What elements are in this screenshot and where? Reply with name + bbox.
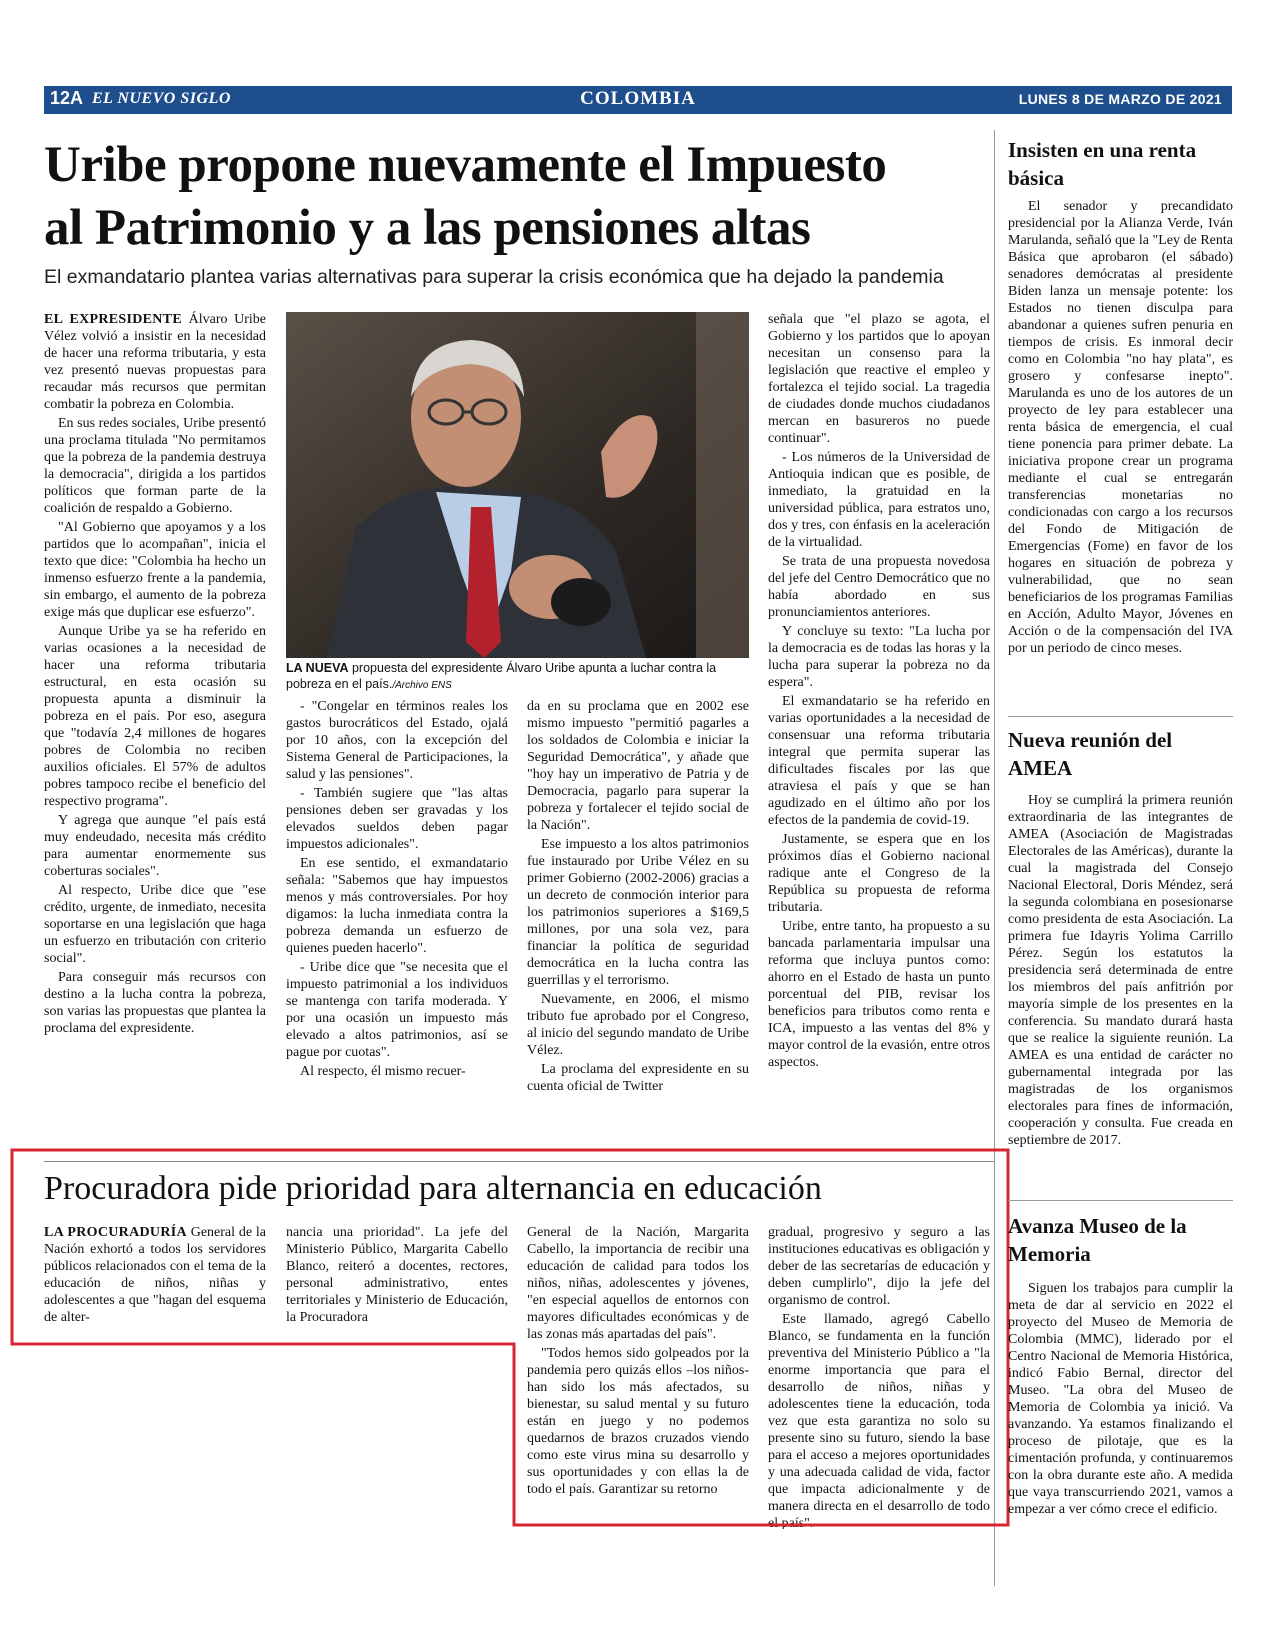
photo-illustration [286,312,749,658]
sidebar-body-2 [1008,792,1233,1192]
lead-kicker: LA PROCURADURÍA [44,1225,187,1240]
paragraph: - "Congelar en términos reales los gastos burocráticos del Estado, ojalá por 10 años, con la excepción del Sistema General de Participaciones, la salud y las pensiones". [286,699,508,782]
paragraph: gradual, progresivo y seguro a las instituciones educativas es obligación y deber de las secretarías de educación y deben cumplirlo", dijo la jefe del organismo de control. [768,1225,990,1308]
paragraph: nancia una prioridad". La jefe del Ministerio Público, Margarita Cabello Blanco, reiteró a docentes, rectores, personal administrativo, entes territoriales y Ministerio de Educación, la Procuradora [286,1225,508,1325]
paragraph: El exmandatario se ha referido en varias oportunidades a la necesidad de consensuar una reforma tributaria integral que permita superar las dificultades fiscales por las que atraviesa el país y que se han agudizado en el último año por los efectos de la pandemia de covid-19. [768,694,990,828]
main-headline [44,134,994,260]
paragraph: Para conseguir más recursos con destino a la lucha contra la pobreza, son varias las propuestas que plantea la proclama del expresidente. [44,970,266,1036]
sidebar-body-1 [1008,198,1233,710]
sidebar-title-2: Nueva reunión del AMEA [1008,728,1173,780]
sidebar-title-1: Insisten en una renta básica [1008,138,1197,190]
paragraph: Nuevamente, en 2006, el mismo tributo fue aprobado por el Congreso, al inicio del segundo mandato de Uribe Vélez. [527,992,749,1058]
paragraph: Y agrega que aunque "el país está muy endeudado, necesita más crédito para aumentar enormemente sus coberturas sociales". [44,813,266,879]
headline-line-1: Uribe propone nuevamente el Impuesto [44,137,887,193]
newspaper-name: EL NUEVO SIGLO [92,90,231,107]
paragraph: Uribe, entre tanto, ha propuesto a su bancada parlamentaria impulsar una reforma que incluya puntos como: ahorro en el Estado de hasta un punto porcentual del PIB, revisar los beneficios para tributos como renta e ICA, impuesto a las ventas del 8% y mayor control de la evasión, entre otros aspectos. [768,919,990,1070]
main-column-4 [768,311,990,1147]
issue-date: LUNES 8 DE MARZO DE 2021 [1018,91,1222,107]
photo-caption [286,660,749,694]
headline-line-2: al Patrimonio y a las pensiones altas [44,200,811,256]
paragraph: "Todos hemos sido golpeados por la pandemia pero quizás ellos –los niños- han sido los más afectados, su bienestar, su salud mental y su futuro están en juego y no podemos quedarnos de brazos cruzados viendo como este virus mina su desarrollo y sus oportunidades y con ellas la de todo el país. Garantizar su retorno [527,1346,749,1497]
paragraph: Al respecto, Uribe dice que "ese crédito, urgente, de inmediato, necesita soportarse en una legislación que haga un esfuerzo en tributación con criterio social". [44,883,266,966]
paragraph: - También sugiere que "las altas pensiones deben ser gravadas y los elevados sueldos deben pagar impuestos adicionales". [286,786,508,852]
paragraph: El senador y precandidato presidencial por la Alianza Verde, Iván Marulanda, señaló que la "Ley de Renta Básica que aprobaron (el sábado) senadores demócratas al presidente Biden lanza un mensaje potente: los Estados no tienen disculpa para abandonar a quienes sufren penuria en tiempos de crisis. Es inmoral decir como en Colombia "no hay plata", es grosero y confesarse inepto". Marulanda es uno de los autores de un proyecto de ley para establecer una renta básica de emergencia, el cual tiene ponencia para primer debate. La iniciativa propone crear un programa mediante el cual se entregarán transferencias monetarias no condicionadas con cargo a los recursos del Fondo de Mitigación de Emergencias (Fome) en favor de los hogares en situación de pobreza y vulnerabilidad, que no sean beneficiarios de los programas Familias en Acción, Adulto Mayor, Jóvenes en Acción o de la compensación del IVA por un periodo de cinco meses. [1008,199,1233,656]
paragraph: "Al Gobierno que apoyamos y a los partidos que lo acompañan", inicia el texto que dice: "Colombia ha hecho un inmenso esfuerzo frente a la pandemia, sin embargo, el aumento de la pobreza exige más que duplicar ese esfuerzo". [44,520,266,620]
paragraph: Justamente, se espera que en los próximos días el Gobierno nacional radique ante el Congreso de la República su propuesta de reforma tributaria. [768,832,990,915]
second-headline: Procuradora pide prioridad para alternancia en educación [44,1170,822,1207]
caption-kicker: LA NUEVA [286,661,349,675]
sidebar-divider [1008,716,1233,717]
paragraph: - Uribe dice que "se necesita que el impuesto patrimonial a los individuos se mantenga con tarifa moderada. Y por una ocasión un impuesto más elevado a altos patrimonios, así se pague por cuotas". [286,960,508,1060]
section-name: COLOMBIA [580,88,696,109]
main-column-1 [44,311,266,1147]
caption-text: propuesta del expresidente Álvaro Uribe apunta a luchar contra la pobreza en el país. [286,661,717,691]
paragraph-text: Álvaro Uribe Vélez volvió a insistir en la necesidad de hacer una reforma tributaria, y esta vez presentó nuevas propuestas para recaudar más recursos que permitan combatir la pobreza en Colombia. [44,312,266,412]
paragraph-text: General de la Nación exhortó a todos los servidores públicos relacionados con el tema de la educación de niños, niñas y adolescentes a que "hagan del esquema de alter- [44,1225,266,1325]
uribe-photo [286,312,749,658]
paragraph: - Los números de la Universidad de Antioquia indican que es posible, de inmediato, la gratuidad en la universidad pública, para estratos uno, dos y tres, con énfasis en la aceleración de la virtualidad. [768,450,990,550]
paragraph: Se trata de una propuesta novedosa del jefe del Centro Democrático que no había abordado en sus pronunciamientos anteriores. [768,554,990,620]
paragraph: Aunque Uribe ya se ha referido en varias ocasiones a la necesidad de hacer una reforma tributaria estructural, en esta ocasión su propuesta apunta a disminuir la pobreza en el país. Por eso, asegura que "todavía 2,4 millones de hogares pobres de Colombia no reciben auxilios oficiales. El 57% de adultos pobres tampoco recibe el beneficio del respectivo programa". [44,624,266,809]
paragraph: Este llamado, agregó Cabello Blanco, se fundamenta en la función preventiva del Ministerio Público a "la enorme importancia que para el desarrollo de niños, niñas y adolescentes tiene la educación, toda vez que esta garantiza no solo su presente sino su futuro, siendo la base para el acceso a mejores oportunidades y una adecuada calidad de vida, factor que impacta adicionalmente y de manera directa en el desarrollo de todo el país". [768,1312,990,1529]
paragraph: Hoy se cumplirá la primera reunión extraordinaria de las integrantes de AMEA (Asociación de Magistradas Electorales de las Américas), durante la cual la magistrada del Consejo Nacional Electoral, Doris Méndez, será la segunda colombiana en posesionarse como presidenta de esta Asociación. La primera fue Idayris Yolima Carrillo Pérez. Según los estatutos la presidencia será determinada de entre los miembros del país anfitrión por mayoría simple de los presentes en la conferencia. Su mandato durará hasta que se realice la siguiente reunión. La AMEA es una entidad de carácter no gubernamental integrada por las magistradas de los organismos electorales para fines de información, cooperación y consulta. Fue creada en septiembre de 2017. [1008,793,1233,1148]
paragraph: da en su proclama que en 2002 ese mismo impuesto "permitió pagarles a los soldados de Colombia e iniciar la Seguridad Democrática", y añade que "hoy hay un imperativo de Patria y de Democracia, pagarlo para superar la pobreza y fortalecer el tejido social de la Nación". [527,699,749,833]
paragraph: Ese impuesto a los altos patrimonios fue instaurado por Uribe Vélez en su primer Gobierno (2002-2006) gracias a un decreto de conmoción interior para los patrimonios superiores a $169,5 millones, por una sola vez, para financiar la política de seguridad democrática en la lucha contra las guerrillas y el terrorismo. [527,837,749,988]
paragraph: Siguen los trabajos para cumplir la meta de dar al servicio en 2022 el proyecto del Museo de Memoria de Colombia (MMC), liderado por el Centro Nacional de Memoria Histórica, indicó Fabio Bernal, director del Museo. "La obra del Museo de Memoria de Colombia ya inició. Va avanzando. Ya estamos finalizando el proceso de pilotaje, que es la cimentación profunda, y continuaremos con la obra durante este año. A medida que vaya transcurriendo 2021, vamos a empezar a ver cómo crece el edificio. [1008,1281,1233,1517]
photo-credit: /Archivo ENS [392,680,452,691]
paragraph: En ese sentido, el exmandatario señala: "Sabemos que hay impuestos menos y más controversiales. Por hoy digamos: la lucha inmediata contra la pobreza demanda un esfuerzo de quienes pueden hacerlo". [286,856,508,956]
paragraph: General de la Nación, Margarita Cabello, la importancia de recibir una educación de calidad para todos los niños, niñas, adolescentes y jóvenes, "en especial aquellos de entornos con mayores dificultades económicas y de las zonas más apartadas del país". [527,1225,749,1342]
paragraph: Al respecto, él mismo recuer- [300,1064,466,1079]
page-header [44,86,1232,114]
lead-kicker: EL EXPRESIDENTE [44,312,182,327]
sidebar-body-3 [1008,1280,1233,1530]
main-column-3 [527,698,749,1143]
subheadline: El exmandatario plantea varias alternativas para superar la crisis económica que ha dejado la pandemia [44,266,944,288]
highlight-outline [10,1148,1010,1528]
main-column-2 [286,698,508,1143]
sidebar-divider [1008,1200,1233,1201]
paragraph: Y concluye su texto: "La lucha por la democracia es de todas las horas y la lucha para superar la pobreza no da espera". [768,624,990,690]
paragraph: La proclama del expresidente en su cuenta oficial de Twitter [527,1062,749,1094]
paragraph: señala que "el plazo se agota, el Gobierno y los partidos que lo apoyan necesitan un consenso para la legislación que reactive el empleo y fortalezca el tejido social. La tragedia de ciudades donde muchos ciudadanos mercan en basureros no puede continuar". [768,312,990,446]
paragraph: En sus redes sociales, Uribe presentó una proclama titulada "No permitamos que la pobreza de la pandemia destruya la democracia", dirigida a los partidos políticos que forman parte de la coalición de respaldo a Gobierno. [44,416,266,516]
page-number: 12A [50,88,84,108]
sidebar-title-3: Avanza Museo de la Memoria [1008,1214,1187,1266]
paragraph [44,311,266,413]
